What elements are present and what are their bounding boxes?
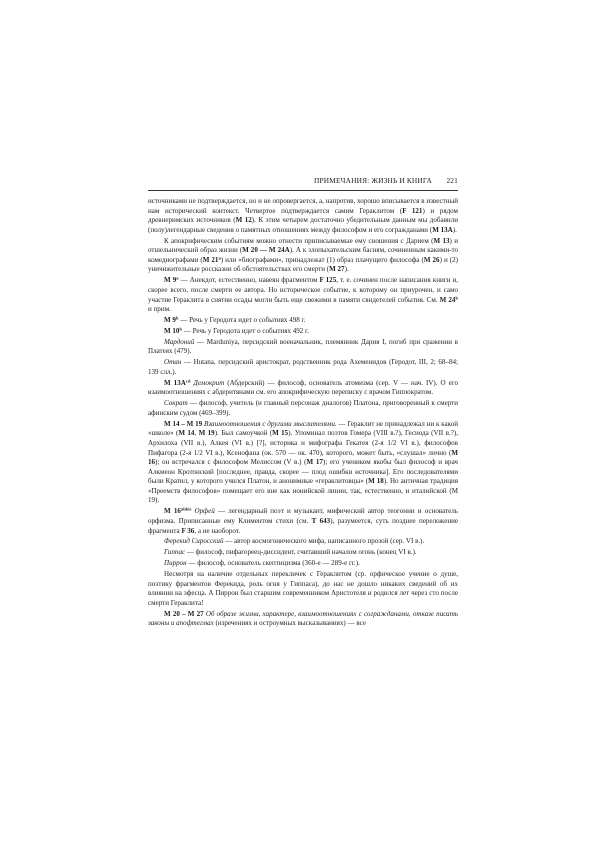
fragment-ref: T 643: [311, 516, 331, 525]
section-title: Взаимоотношения с другими мыслителями.: [202, 419, 337, 428]
fragment-ref: F 36: [181, 526, 195, 535]
note-entry: Пиррон — философ, основатель скептицизма (360-е — 289-е гг.).: [164, 559, 360, 568]
entry-name: Мардоний: [164, 337, 195, 346]
fragment-ref: M 14: [178, 429, 195, 438]
note-entry: M 9$^b$ — Речь у Геродота идет о событиях 498 г.: [164, 315, 306, 325]
page-number: 221: [446, 176, 458, 185]
fragment-ref: M 21$^a$: [202, 255, 221, 264]
fragment-ref: M 27: [329, 265, 345, 274]
paragraph: Несмотря на наличие отдельных перекличек с Гераклитом (ср. орфическое учение о душе, поэтику фрагментов Ферекида, роль огня у Гиппаса), до нас не дошло никаких сведений об их влиянии на эфесца. А Пиррон был старшим современником Аристотеля и родился лет через сто после смерти Гераклита!: [148, 570, 458, 607]
note-entry: M 10$^b$ — Речь у Геродота идет о событиях 492 г.: [164, 326, 309, 335]
fragment-ref: F 125: [319, 276, 337, 285]
fragment-ref: M 19: [198, 429, 215, 438]
note-entry: M 9$^a$ — Анекдот, естественно, навеян фрагментом F 125, т. е. сочинен после написания книги и, скорее всего, после смерти ее автора. Но историческое событие, к которому он приурочен, и само участие Гераклита в снятии осады могли быть еще свежими в памяти свидетелей события. См. M 24$^b$ и прим.: [148, 275, 459, 314]
entry-name: Ферекид Сиросский: [164, 537, 224, 546]
note-entry: Отан — Hutana, персидский аристократ, родственник рода Ахеменидов (Геродот, III, 2; 68–84; 139 слл.).: [148, 358, 458, 376]
fragment-ref: M 24$^b$: [439, 295, 458, 304]
note-ref: M $16^{abbis}$: [164, 506, 192, 516]
header-rule: [148, 190, 458, 191]
note-entry: Мардоний — Marduniya, персидский военачальник, племянник Дария I, погиб при сражении в Платеях (479).: [148, 337, 458, 356]
note-entry: M 14 – M 19 Взаимоотношения с другими мыслителями. — Гераклит не принадлежал ни к какой «школе» (M 14, M 19). Был самоучкой (M 15). Упоминал поэтов Гомера (VIII в.?), Гесиода (VII в.?), Архилоха (VII в.), Алкея (VI в.) [?], историка и мифографа Гекатея (2-я 1/2 VI в.), философов Пифагора (2-я 1/2 VI в.), Ксенофана (ок. 570 — ок. 470), которого, может быть, «слушал» лично (M 16); он встречался с философом Мелиссом (V в.) (M 17); его учеником якобы был философ и врач Алкмеон Кротонский [последнее, правда, скорее — плод ошибки источника]. Его последователями были Кратил, у которого учился Платон, и анонимные «гераклитовцы» (M 18). Но античная традиция «Преемств философов» помещает его вне как ионийской линии, так, естественно, и италийской (M 19).: [148, 419, 459, 505]
note-ref: M 14 – M 19: [164, 419, 203, 428]
notes-body: [148, 197, 458, 630]
running-title: ПРИМЕЧАНИЯ: ЖИЗНЬ И КНИГА: [314, 176, 432, 185]
note-ref: M 9$^a$: [164, 275, 179, 285]
note-entry: Сократ — философ, учитель (и главный персонаж диалогов) Платона, приговоренный к смерти афинским судом (469–399).: [148, 399, 458, 417]
fragment-ref: M 13A: [432, 225, 453, 234]
note-entry: M 20 – M 27 Об образе жизни, характере, взаимоотношениях с согражданами, отказе писать законы и апофтегмах (изречениях и остроумных высказываниях) — все: [148, 609, 458, 628]
note-ref: M 9$^b$: [164, 315, 179, 325]
fragment-ref: M 18: [368, 477, 384, 486]
fragment-ref: M 20 — M 24A: [242, 246, 290, 255]
fragment-ref: M 26: [423, 255, 440, 264]
paragraph: источниками не подтверждается, но и не опровергается, а, напротив, хорошо вписывается в известный нам исторический контекст. Четвертое подтверждается самим Гераклитом (F 121) и рядом древнеримских источников (M 12). К этим четырем достаточно убедительным данным мы добавили (полу)легендарные сведения о памятных отношениях между философом и его согражданами (M 13A).: [148, 197, 459, 234]
entry-name: Демокрит: [190, 378, 225, 387]
fragment-ref: M 12: [235, 216, 252, 225]
note-ref: M 20 – M 27: [164, 609, 204, 618]
entry-name: Отан: [164, 358, 182, 367]
fragment-ref: M 15: [272, 429, 289, 438]
note-entry: M $16^{abbis}$ Орфей — легендарный поэт и музыкант, мифический автор теогонии и основатель орфизма. Приписанные ему Климентом стихи (см. T 643), разумеется, суть позднее переложение фрагмента F 36, а не наоборот.: [148, 506, 459, 535]
entry-name: Пиррон: [164, 559, 187, 568]
fragment-ref: M 17: [306, 458, 323, 467]
note-entry: Ферекид Сиросский — автор космогонического мифа, написанного прозой (сер. VI в.).: [164, 537, 425, 546]
section-title: Об образе жизни, характере, взаимоотношениях с согражданами, отказе писать законы и апофтегмах: [148, 609, 458, 628]
note-ref: M $13A^{cd}$: [164, 378, 191, 387]
entry-name: Гиппас: [164, 548, 186, 557]
paragraph: К апокрифическим событиям можно отнести приписываемые ему сношения с Дарием (M 13) и отшельнический образ жизни (M 20 — M 24A). А к злопыхательским басням, сочиненным какими-то комедиографами (M 21$^a$) или «биографами», принадлежат (1) образ плачущего философа (M 26) и (2) уничижительные россказни об обстоятельствах его смерти (M 27).: [148, 236, 458, 274]
note-entry: M $13A^{cd}$ Демокрит (Абдерский) — философ, основатель атомизма (сер. V — нач. IV). О его взаимоотношениях с абдеритянами см. его апокрифическую переписку с врачом Гиппократом.: [148, 378, 458, 397]
fragment-ref: M 13: [433, 236, 450, 245]
fragment-ref: M 16: [148, 448, 458, 467]
note-ref: M 10$^b$: [164, 326, 183, 335]
note-entry: Гиппас — философ, пифагореец-диссидент, считавший началом огонь (конец VI в.).: [164, 548, 417, 557]
fragment-ref: F 121: [402, 206, 423, 215]
entry-name: Сократ: [164, 399, 188, 408]
running-header: [148, 176, 458, 188]
entry-name: Орфей: [191, 507, 215, 516]
